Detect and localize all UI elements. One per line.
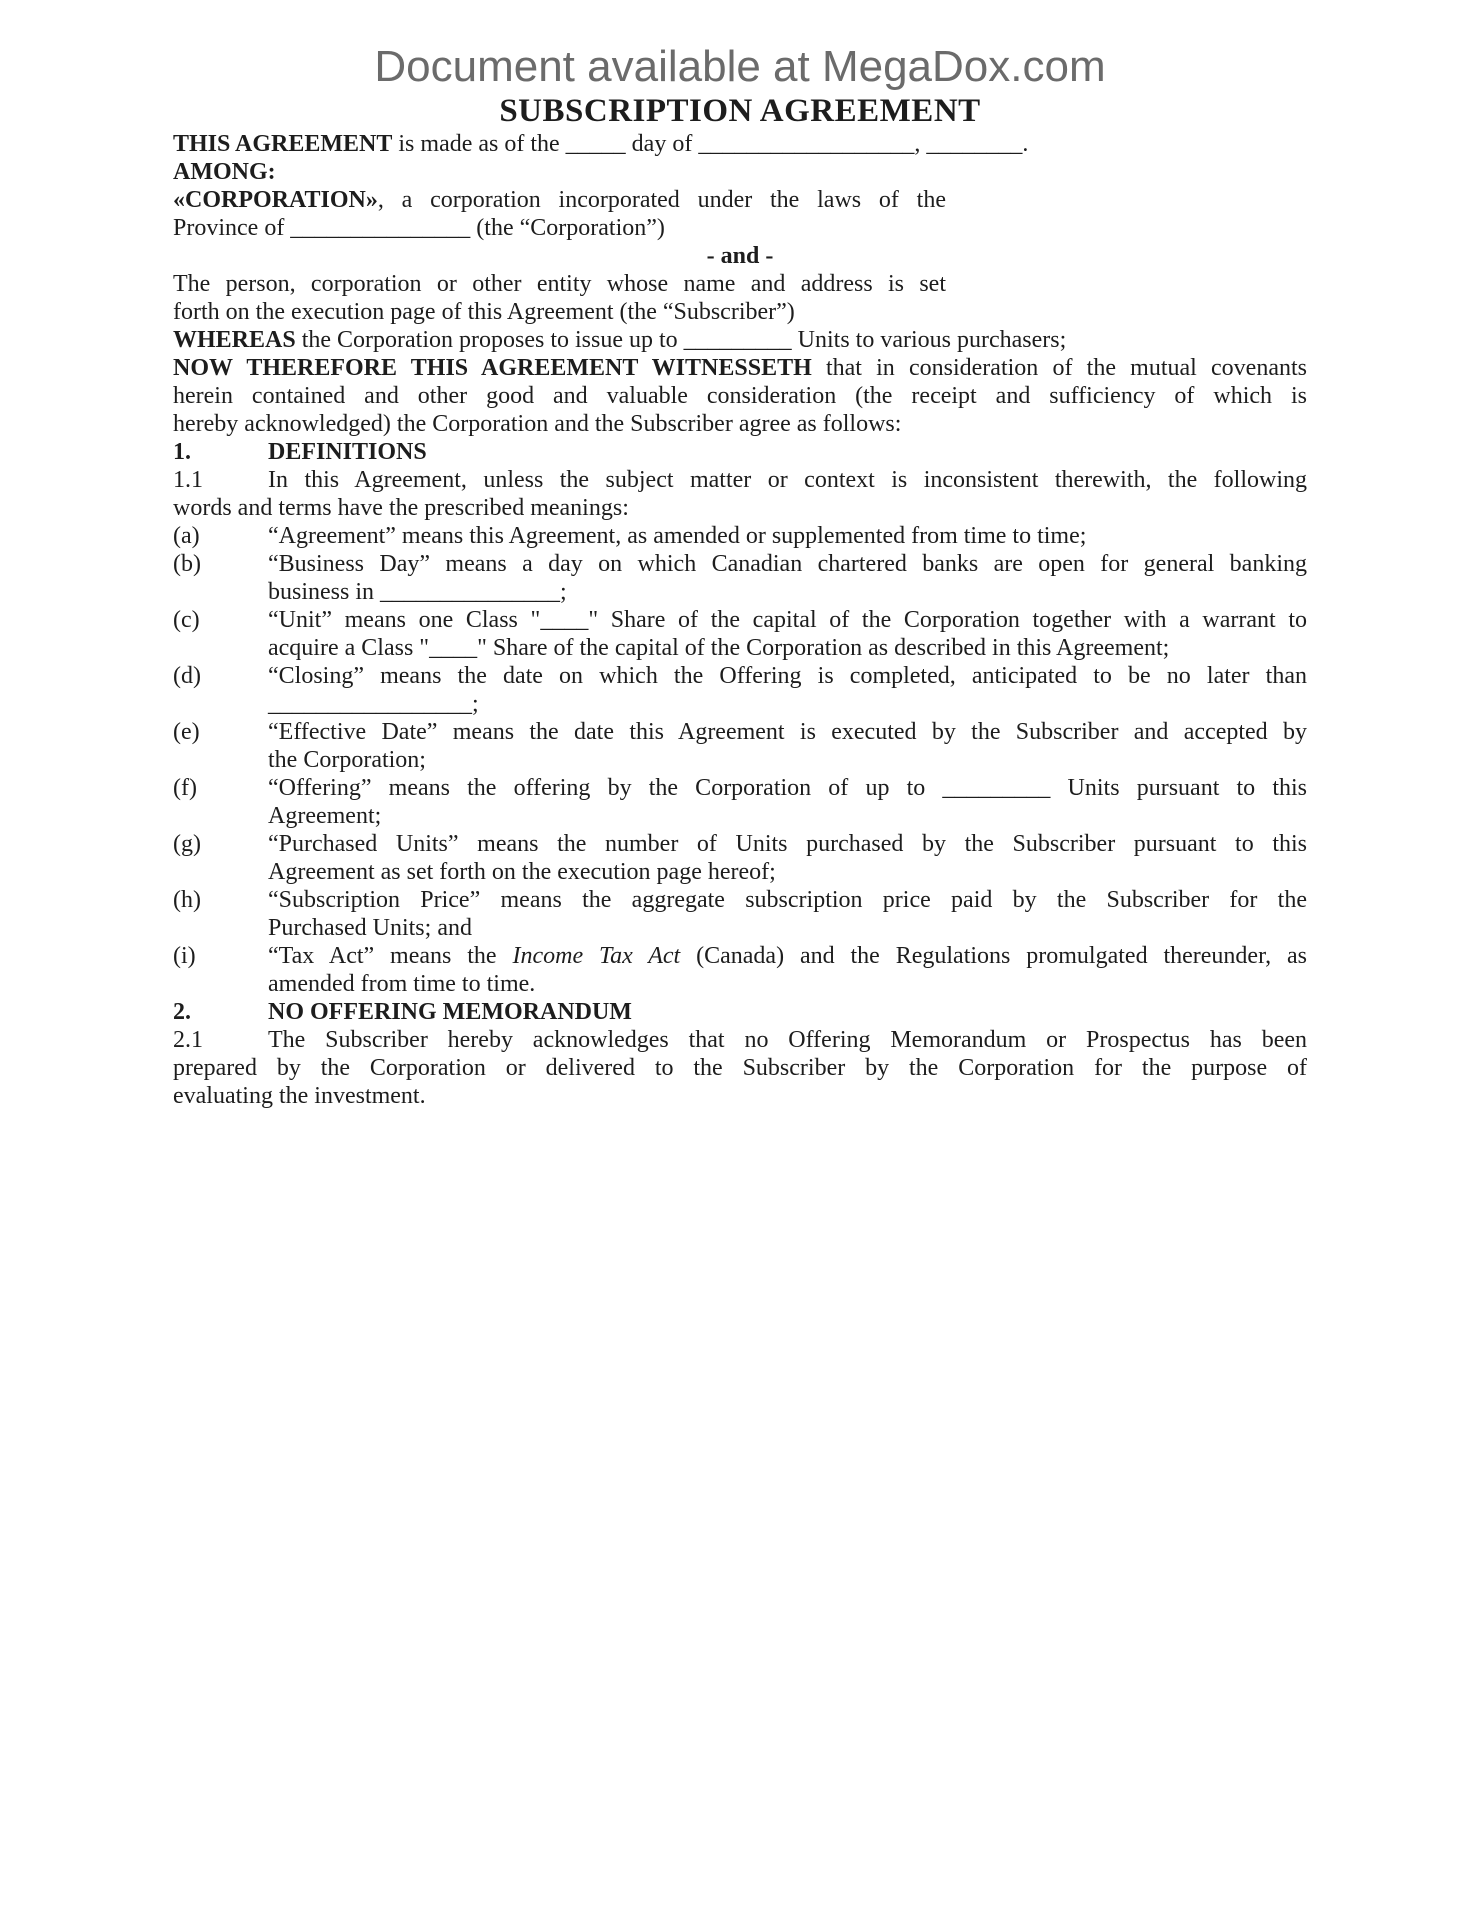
intro-clause-bold: THIS AGREEMENT bbox=[173, 131, 393, 157]
clause-1-1-line-1 bbox=[173, 466, 1307, 494]
watermark-text: Document available at MegaDox.com bbox=[374, 42, 1106, 91]
definition-g-line-1: “Purchased Units” means the number of Units purchased by the Subscriber pursuant to this bbox=[268, 831, 1307, 857]
definition-i-text-post: (Canada) and the Regulations promulgated thereunder, as bbox=[680, 943, 1307, 969]
now-therefore-line-1-text: that in consideration of the mutual covenants bbox=[811, 355, 1307, 381]
definition-label-e: (e) bbox=[173, 719, 200, 745]
definition-item-g bbox=[173, 830, 1307, 886]
now-therefore-line-3: hereby acknowledged) the Corporation and the Subscriber agree as follows: bbox=[173, 411, 902, 437]
definition-c-line-2: acquire a Class "____" Share of the capital of the Corporation as described in this Agreement; bbox=[268, 635, 1170, 661]
corporation-line-1 bbox=[173, 186, 946, 214]
definition-item-i bbox=[173, 942, 1307, 998]
section-1-number: 1. bbox=[173, 439, 191, 465]
section-2-title: NO OFFERING MEMORANDUM bbox=[268, 999, 632, 1025]
definition-a-line-1: “Agreement” means this Agreement, as amended or supplemented from time to time; bbox=[268, 523, 1087, 549]
definition-item-f bbox=[173, 774, 1307, 830]
definition-e-line-1: “Effective Date” means the date this Agreement is executed by the Subscriber and accepted by bbox=[268, 719, 1307, 745]
document-title: SUBSCRIPTION AGREEMENT bbox=[499, 93, 981, 129]
clause-2-1-line-1 bbox=[173, 1026, 1307, 1054]
now-therefore-line-1 bbox=[173, 354, 1307, 382]
and-separator: - and - bbox=[706, 243, 774, 269]
definition-label-h: (h) bbox=[173, 887, 201, 913]
document-body bbox=[173, 0, 1307, 1110]
intro-clause bbox=[173, 130, 1307, 158]
definition-i-line-1 bbox=[268, 942, 1307, 970]
clause-2-1-line-3: evaluating the investment. bbox=[173, 1083, 426, 1109]
subscriber-line-1: The person, corporation or other entity whose name and address is set bbox=[173, 271, 946, 297]
now-therefore-bold: NOW THEREFORE THIS AGREEMENT WITNESSETH bbox=[173, 355, 812, 381]
definition-i-statute-name: Income Tax Act bbox=[512, 943, 681, 969]
definition-label-b: (b) bbox=[173, 551, 201, 577]
clause-2-1-line-2: prepared by the Corporation or delivered to the Subscriber by the Corporation for the purpose of bbox=[173, 1055, 1307, 1081]
among-label: AMONG: bbox=[173, 159, 276, 185]
definition-e-line-2: the Corporation; bbox=[268, 747, 426, 773]
intro-clause-text: is made as of the _____ day of __________________, ________. bbox=[392, 131, 1029, 157]
definition-item-c bbox=[173, 606, 1307, 662]
definition-f-line-2: Agreement; bbox=[268, 803, 382, 829]
definition-label-g: (g) bbox=[173, 831, 201, 857]
definition-g-line-2: Agreement as set forth on the execution page hereof; bbox=[268, 859, 776, 885]
corporation-line-1-text: , a corporation incorporated under the laws of the bbox=[377, 187, 946, 213]
definition-d-line-1: “Closing” means the date on which the Offering is completed, anticipated to be no later than bbox=[268, 663, 1307, 689]
definition-label-c: (c) bbox=[173, 607, 200, 633]
section-2-number: 2. bbox=[173, 999, 191, 1025]
section-1-heading bbox=[173, 438, 1307, 466]
definition-b-line-2: business in _______________; bbox=[268, 579, 567, 605]
corporation-line-2: Province of _______________ (the “Corporation”) bbox=[173, 215, 665, 241]
definition-item-d bbox=[173, 662, 1307, 718]
clause-1-1-line-1-text: In this Agreement, unless the subject matter or context is inconsistent therewith, the following bbox=[268, 467, 1307, 493]
definition-label-i: (i) bbox=[173, 943, 196, 969]
definition-h-line-2: Purchased Units; and bbox=[268, 915, 472, 941]
definition-b-line-1: “Business Day” means a day on which Canadian chartered banks are open for general banking bbox=[268, 551, 1307, 577]
definition-h-line-1: “Subscription Price” means the aggregate subscription price paid by the Subscriber for the bbox=[268, 887, 1307, 913]
definition-label-f: (f) bbox=[173, 775, 197, 801]
clause-2-1-line-1-text: The Subscriber hereby acknowledges that no Offering Memorandum or Prospectus has been bbox=[268, 1027, 1307, 1053]
definition-item-a bbox=[173, 522, 1307, 550]
corporation-merge-field: «CORPORATION» bbox=[173, 187, 378, 213]
subscriber-line-2: forth on the execution page of this Agreement (the “Subscriber”) bbox=[173, 299, 795, 325]
definition-label-d: (d) bbox=[173, 663, 201, 689]
subscriber-block bbox=[173, 270, 946, 326]
definition-i-line-2: amended from time to time. bbox=[268, 971, 536, 997]
now-therefore-line-2: herein contained and other good and valuable consideration (the receipt and sufficiency of which is bbox=[173, 383, 1307, 409]
clause-2-1-number: 2.1 bbox=[173, 1027, 203, 1053]
whereas-clause bbox=[173, 326, 1307, 354]
definition-i-text-pre: “Tax Act” means the bbox=[268, 943, 513, 969]
now-therefore-clause bbox=[173, 354, 1307, 438]
section-1-title: DEFINITIONS bbox=[268, 439, 427, 465]
section-2-heading bbox=[173, 998, 1307, 1026]
clause-1-1-number: 1.1 bbox=[173, 467, 203, 493]
definition-item-e bbox=[173, 718, 1307, 774]
whereas-bold: WHEREAS bbox=[173, 327, 296, 353]
definition-d-line-2: _________________; bbox=[268, 691, 479, 717]
clause-1-1-line-2: words and terms have the prescribed meanings: bbox=[173, 495, 629, 521]
corporation-block bbox=[173, 186, 946, 242]
definition-item-b bbox=[173, 550, 1307, 606]
definition-f-line-1: “Offering” means the offering by the Corporation of up to _________ Units pursuant to this bbox=[268, 775, 1307, 801]
definition-item-h bbox=[173, 886, 1307, 942]
clause-2-1 bbox=[173, 1026, 1307, 1110]
clause-1-1 bbox=[173, 466, 1307, 522]
whereas-text: the Corporation proposes to issue up to _________ Units to various purchasers; bbox=[295, 327, 1067, 353]
definition-label-a: (a) bbox=[173, 523, 200, 549]
definition-c-line-1: “Unit” means one Class "____" Share of the capital of the Corporation together with a warrant to bbox=[268, 607, 1307, 633]
